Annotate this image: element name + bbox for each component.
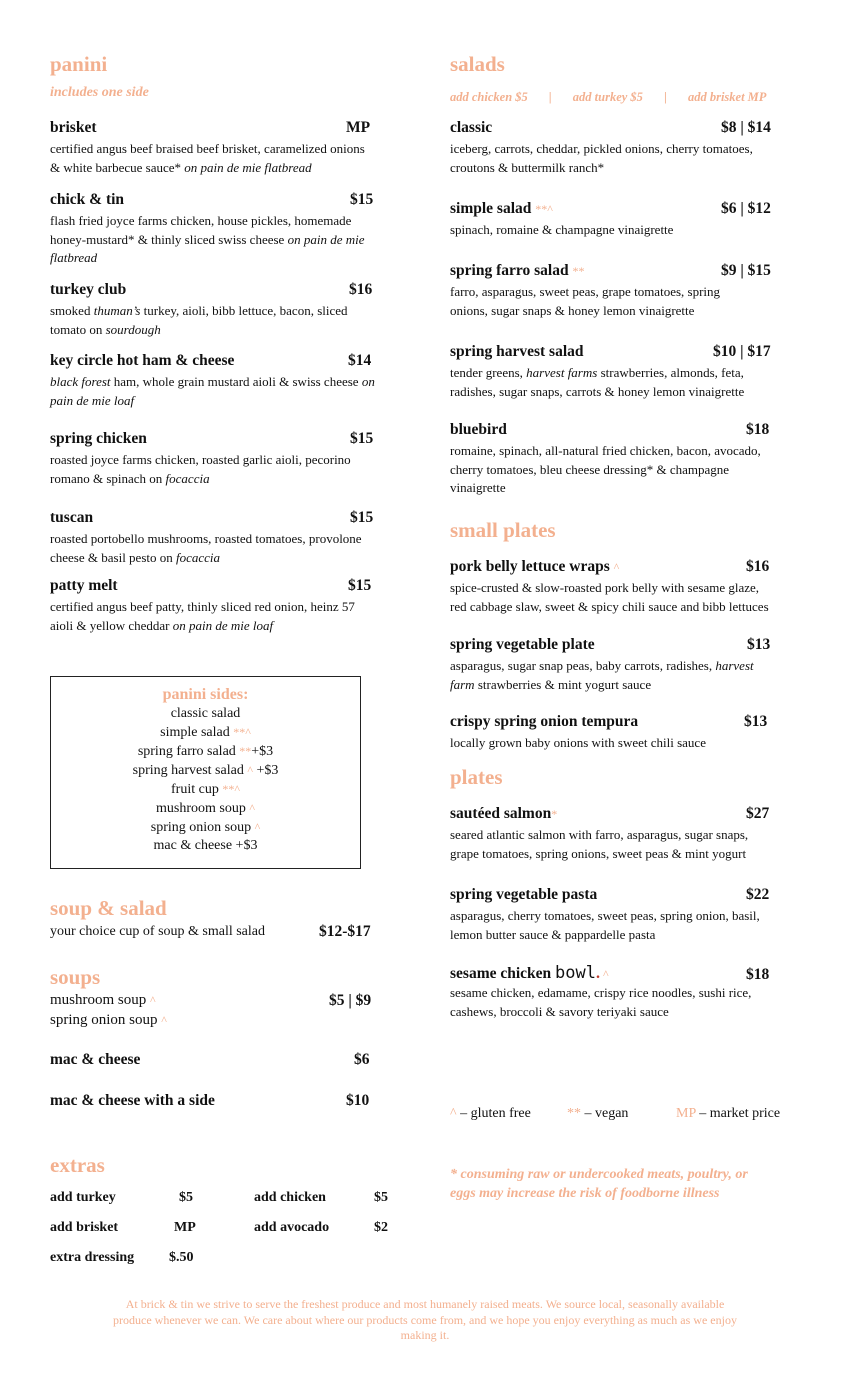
item-name: spring farro salad xyxy=(450,262,573,279)
side-item: fruit cup **^ xyxy=(171,782,240,797)
menu-item-simple-salad: simple salad **^ $6 | $12 spinach, romaine & champagne vinaigrette xyxy=(450,200,810,240)
item-price: $15 xyxy=(350,191,374,208)
item-price: $16 xyxy=(349,281,373,298)
extra-price: $2 xyxy=(374,1220,388,1235)
menu-item-pork-belly-wraps: pork belly lettuce wraps ^ $16 spice-crusted & slow-roasted pork belly with sesame glaze, red cabbage slaw, sweet & spicy chili sauce and bibb lettuces xyxy=(450,558,830,616)
mac-and-cheese-price: $6 xyxy=(354,1051,370,1068)
panini-heading: panini xyxy=(50,52,108,76)
menu-item-chick-and-tin xyxy=(50,191,410,268)
item-name: pork belly lettuce wraps xyxy=(450,558,614,575)
salads-heading: salads xyxy=(450,52,505,76)
item-name: simple salad xyxy=(450,200,536,217)
menu-item-spring-harvest-salad xyxy=(450,343,810,401)
extra-add-turkey: add turkey xyxy=(50,1190,116,1205)
bowl-dot: . xyxy=(596,965,600,982)
side-item: classic salad xyxy=(170,706,241,721)
extra-dressing: extra dressing xyxy=(50,1250,135,1265)
item-name: chick & tin xyxy=(50,191,125,208)
side-item: spring onion soup ^ xyxy=(150,820,261,835)
side-item: spring farro salad **+$3 xyxy=(137,744,274,759)
menu-item-turkey-club xyxy=(50,281,410,339)
item-description: certified angus beef patty, thinly sliced red onion, heinz 57 aioli & yellow cheddar on pain de mie loaf xyxy=(50,599,355,633)
extra-price: $5 xyxy=(374,1190,388,1205)
item-price: $15 xyxy=(350,509,374,526)
item-description: certified angus beef braised beef brisket, caramelized onions & white barbecue sauce* on pain de mie flatbread xyxy=(50,141,365,175)
bowl-wordmark: bowl xyxy=(555,963,596,983)
side-item: mushroom soup ^ xyxy=(156,801,255,816)
menu-item-spring-farro-salad: spring farro salad ** $9 | $15 farro, asparagus, sweet peas, grape tomatoes, spring onions, sugar snaps & honey lemon vinaigrette xyxy=(450,262,810,320)
item-price: $27 xyxy=(746,805,770,822)
item-price: $16 xyxy=(746,558,770,575)
item-name: brisket xyxy=(50,119,97,136)
item-price: $13 xyxy=(747,636,771,653)
item-name: spring vegetable plate xyxy=(450,636,595,653)
item-price: MP xyxy=(346,119,371,136)
item-price: $6 | $12 xyxy=(721,200,771,217)
side-item: spring harvest salad ^ +$3 xyxy=(132,763,279,778)
item-description: locally grown baby onions with sweet chili sauce xyxy=(450,735,706,750)
item-description: spinach, romaine & champagne vinaigrette xyxy=(450,222,674,237)
extra-price: $5 xyxy=(179,1190,193,1205)
side-item: mac & cheese +$3 xyxy=(153,838,258,853)
item-price: $13 xyxy=(744,713,768,730)
item-price: $10 | $17 xyxy=(713,343,771,360)
menu-item-bluebird xyxy=(450,421,810,498)
foodborne-warning: * consuming raw or undercooked meats, poultry, or eggs may increase the risk of foodborne illness xyxy=(450,1167,748,1201)
item-name: bluebird xyxy=(450,421,507,438)
soup-salad-price: $12-$17 xyxy=(319,923,371,940)
soup-item-mushroom: mushroom soup ^ xyxy=(50,992,156,1008)
extra-price: MP xyxy=(174,1220,196,1235)
item-price: $14 xyxy=(348,352,372,369)
item-name: spring vegetable pasta xyxy=(450,886,598,903)
soup-salad-heading: soup & salad xyxy=(50,896,167,920)
item-price: $15 xyxy=(348,577,372,594)
menu-item-spring-vegetable-plate xyxy=(450,636,830,694)
item-price: $18 xyxy=(746,966,770,983)
item-description: smoked thuman’s turkey, aioli, bibb lettuce, bacon, sliced tomato on sourdough xyxy=(50,303,348,337)
item-name: sautéed salmon xyxy=(450,805,552,822)
panini-sides-box xyxy=(50,676,361,869)
menu-item-spring-chicken xyxy=(50,430,410,488)
panini-sides-title: panini sides: xyxy=(162,686,249,703)
item-description: farro, asparagus, sweet peas, grape tomatoes, spring onions, sugar snaps & honey lemon vinaigrette xyxy=(450,284,721,318)
menu-item-brisket xyxy=(50,119,390,177)
item-description: roasted joyce farms chicken, roasted garlic aioli, pecorino romano & spinach on focaccia xyxy=(50,452,351,486)
soup-item-spring-onion: spring onion soup ^ xyxy=(50,1012,167,1028)
item-description: roasted portobello mushrooms, roasted tomatoes, provolone cheese & basil pesto on focaccia xyxy=(50,531,362,565)
item-name: tuscan xyxy=(50,509,94,526)
menu-item-sesame-chicken-bowl: sesame chicken bowl. ^ $18 sesame chicken, edamame, crispy rice noodles, sushi rice, cashews, broccoli & savory teriyaki sauce xyxy=(450,963,830,1021)
small-plates-heading: small plates xyxy=(450,518,556,542)
legend-market-price: MP – market price xyxy=(676,1106,781,1121)
menu-item-spring-vegetable-pasta xyxy=(450,886,830,944)
soups-heading: soups xyxy=(50,965,101,989)
soup-price: $5 | $9 xyxy=(329,992,372,1009)
item-name: classic xyxy=(450,119,493,136)
item-price: $15 xyxy=(350,430,374,447)
plates-heading: plates xyxy=(450,765,503,789)
legend-gluten-free: ^ – gluten free xyxy=(450,1106,531,1121)
extra-price: $.50 xyxy=(169,1250,194,1265)
extras-heading: extras xyxy=(50,1153,105,1177)
item-name: sesame chicken xyxy=(450,965,556,982)
item-description: spice-crusted & slow-roasted pork belly with sesame glaze, red cabbage slaw, sweet & spicy chili sauce and bibb lettuces xyxy=(450,580,769,614)
item-description: asparagus, cherry tomatoes, sweet peas, spring onion, basil, lemon butter sauce & pappardelle pasta xyxy=(450,908,760,942)
soup-salad-desc: your choice cup of soup & small salad xyxy=(50,924,266,939)
menu-item-onion-tempura xyxy=(450,713,830,753)
panini-subtitle: includes one side xyxy=(50,85,149,100)
item-name: spring harvest salad xyxy=(450,343,584,360)
item-price: $18 xyxy=(746,421,770,438)
menu-item-tuscan xyxy=(50,509,410,567)
item-description: flash fried joyce farms chicken, house pickles, homemade honey-mustard* & thinly sliced swiss cheese on pain de mie flatbread xyxy=(50,213,365,265)
mac-and-cheese-side: mac & cheese with a side xyxy=(50,1092,215,1109)
legend-vegan: ** – vegan xyxy=(567,1106,629,1121)
mac-and-cheese: mac & cheese xyxy=(50,1051,141,1068)
item-price: $9 | $15 xyxy=(721,262,771,279)
item-description: tender greens, harvest farms strawberries, almonds, feta, radishes, sugar snaps, carrots & honey lemon vinaigrette xyxy=(450,365,745,399)
menu-item-patty-melt xyxy=(50,577,410,635)
side-item: simple salad **^ xyxy=(160,725,251,740)
menu-item-sauteed-salmon: sautéed salmon* $27 seared atlantic salmon with farro, asparagus, sugar snaps, grape tomatoes, spring onions, sweet peas & mint yogurt xyxy=(450,805,830,863)
item-name: crispy spring onion tempura xyxy=(450,713,639,730)
item-description: romaine, spinach, all-natural fried chicken, bacon, avocado, cherry tomatoes, bleu cheese dressing* & champagne vinaigrette xyxy=(450,443,761,495)
item-description: asparagus, sugar snap peas, baby carrots, radishes, harvest farm strawberries & mint yogurt sauce xyxy=(450,658,754,692)
item-name: turkey club xyxy=(50,281,127,298)
item-description: black forest ham, whole grain mustard aioli & swiss cheese on pain de mie loaf xyxy=(50,374,375,408)
item-description: sesame chicken, edamame, crispy rice noodles, sushi rice, cashews, broccoli & savory teriyaki sauce xyxy=(450,985,752,1019)
footer-note: At brick & tin we strive to serve the freshest produce and most humanely raised meats. We source local, seasonally available produce whenever we can. We care about where our products come from, and we hope you enjoy everything as much as we enjoy making it. xyxy=(113,1297,737,1342)
item-price: $22 xyxy=(746,886,770,903)
menu-item-classic xyxy=(450,119,810,177)
extra-add-avocado: add avocado xyxy=(254,1220,330,1235)
mac-and-cheese-side-price: $10 xyxy=(346,1092,370,1109)
item-name: spring chicken xyxy=(50,430,147,447)
extra-add-brisket: add brisket xyxy=(50,1220,119,1235)
salads-addons: add chicken $5 | add turkey $5 | add brisket MP xyxy=(450,90,767,104)
menu-item-hot-ham-and-cheese xyxy=(50,352,410,410)
item-description: iceberg, carrots, cheddar, pickled onions, cherry tomatoes, croutons & buttermilk ranch* xyxy=(450,141,753,175)
extra-add-chicken: add chicken xyxy=(254,1190,326,1205)
item-description: seared atlantic salmon with farro, asparagus, sugar snaps, grape tomatoes, spring onions, sweet peas & mint yogurt xyxy=(450,827,749,861)
item-name: patty melt xyxy=(50,577,118,594)
item-name: key circle hot ham & cheese xyxy=(50,352,235,369)
item-price: $8 | $14 xyxy=(721,119,771,136)
